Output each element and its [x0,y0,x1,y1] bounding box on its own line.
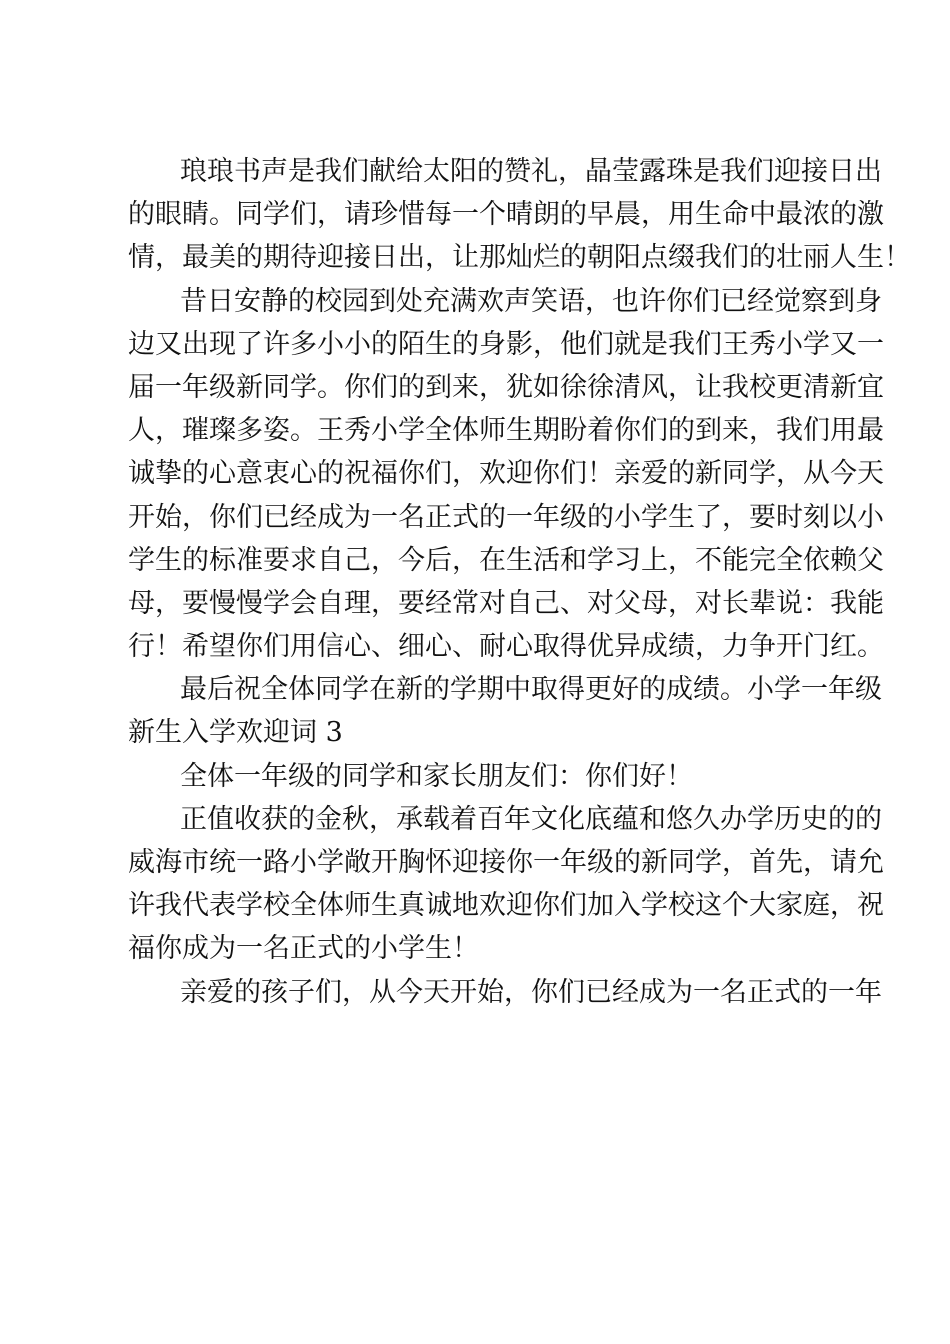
text-line: 新生入学欢迎词 3 [128,717,343,749]
text-line: 福你成为一名正式的小学生！ [128,933,479,965]
text-line: 全体一年级的同学和家长朋友们：你们好！ [180,760,693,792]
text-line: 许我代表学校全体师生真诚地欢迎你们加入学校这个大家庭，祝 [128,890,884,922]
text-line: 琅琅书声是我们献给太阳的赞礼，晶莹露珠是我们迎接日出 [180,156,882,187]
text-line: 情，最美的期待迎接日出，让那灿烂的朝阳点缀我们的壮丽人生！ [128,242,911,274]
document-body [128,150,911,1014]
text-line: 开始，你们已经成为一名正式的一年级的小学生了，要时刻以小 [128,501,884,533]
text-line: 边又出现了许多小小的陌生的身影，他们就是我们王秀小学又一 [128,328,884,360]
text-line: 亲爱的孩子们，从今天开始，你们已经成为一名正式的一年 [180,976,882,1008]
text-line: 威海市统一路小学敞开胸怀迎接你一年级的新同学，首先，请允 [128,847,884,878]
text-line: 母，要慢慢学会自理，要经常对自己、对父母，对长辈说：我能 [128,587,884,619]
text-line: 行！希望你们用信心、细心、耐心取得优异成绩，力争开门红。 [128,631,884,663]
text-line: 昔日安静的校园到处充满欢声笑语，也许你们已经觉察到身 [180,285,882,317]
text-line: 最后祝全体同学在新的学期中取得更好的成绩。小学一年级 [180,674,882,706]
text-line: 的眼睛。同学们，请珍惜每一个晴朗的早晨，用生命中最浓的激 [128,199,884,231]
text-line: 届一年级新同学。你们的到来，犹如徐徐清风，让我校更清新宜 [128,371,884,403]
text-line: 人，璀璨多姿。王秀小学全体师生期盼着你们的到来，我们用最 [128,415,884,447]
text-line: 学生的标准要求自己，今后，在生活和学习上，不能完全依赖父 [128,544,884,576]
text-line: 正值收获的金秋，承载着百年文化底蕴和悠久办学历史的的 [180,803,882,835]
text-line: 诚挚的心意衷心的祝福你们，欢迎你们！亲爱的新同学，从今天 [128,458,884,490]
